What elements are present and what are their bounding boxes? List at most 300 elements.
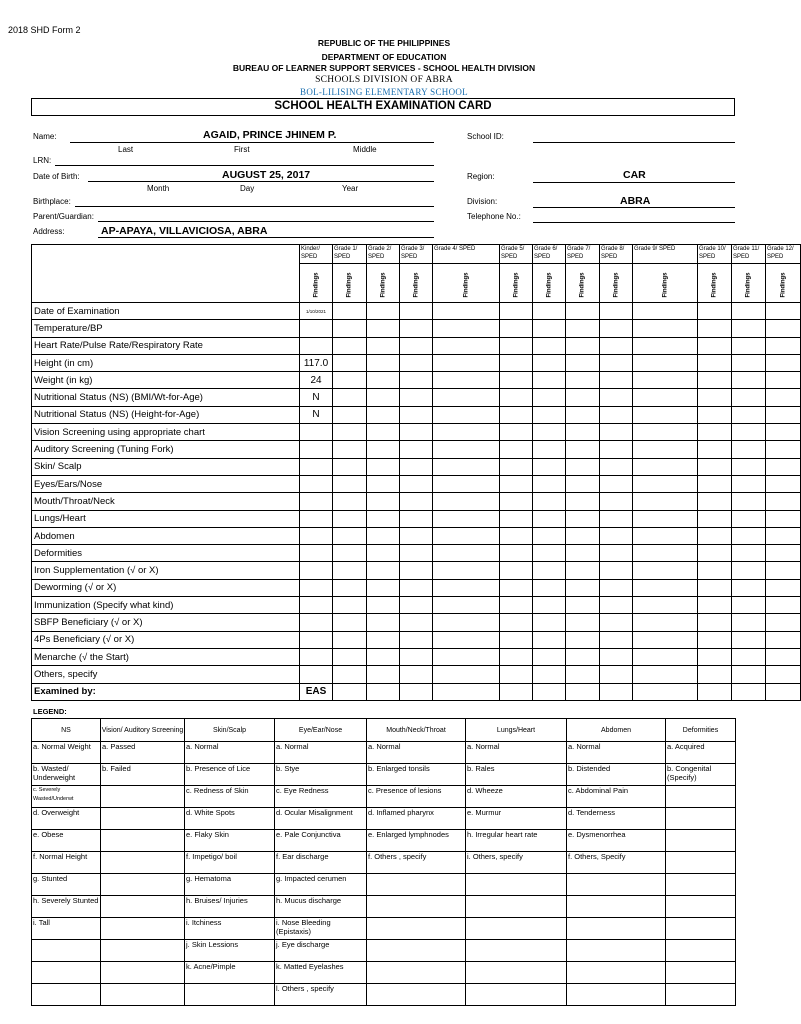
grade-value-cell[interactable] [500, 475, 533, 492]
grade-value-cell[interactable] [333, 527, 367, 544]
grade-value-cell[interactable] [566, 648, 600, 665]
grade-value-cell[interactable] [533, 666, 566, 683]
grade-value-cell[interactable] [400, 510, 433, 527]
grade-value-cell[interactable] [698, 424, 732, 441]
kinder-value[interactable] [300, 648, 333, 665]
kinder-value[interactable] [300, 562, 333, 579]
grade-value-cell[interactable] [766, 441, 801, 458]
kinder-value[interactable]: N [300, 389, 333, 406]
grade-value-cell[interactable] [566, 337, 600, 354]
grade-value-cell[interactable] [367, 424, 400, 441]
grade-value-cell[interactable] [698, 303, 732, 320]
kinder-value[interactable] [300, 631, 333, 648]
grade-value-cell[interactable] [566, 614, 600, 631]
grade-value-cell[interactable] [698, 648, 732, 665]
grade-value-cell[interactable] [500, 527, 533, 544]
grade-value-cell[interactable] [633, 545, 698, 562]
grade-value-cell[interactable] [500, 493, 533, 510]
grade-value-cell[interactable] [633, 666, 698, 683]
grade-value-cell[interactable] [566, 372, 600, 389]
lrn-line[interactable] [55, 165, 434, 166]
grade-value-cell[interactable] [500, 389, 533, 406]
grade-value-cell[interactable] [533, 424, 566, 441]
grade-value-cell[interactable] [698, 562, 732, 579]
grade-value-cell[interactable] [766, 475, 801, 492]
grade-value-cell[interactable] [566, 527, 600, 544]
grade-value-cell[interactable] [533, 493, 566, 510]
grade-value-cell[interactable] [433, 424, 500, 441]
grade-value-cell[interactable] [732, 424, 766, 441]
grade-value-cell[interactable] [698, 389, 732, 406]
grade-value-cell[interactable] [566, 683, 600, 700]
grade-value-cell[interactable] [400, 441, 433, 458]
kinder-value[interactable] [300, 320, 333, 337]
grade-value-cell[interactable] [566, 354, 600, 371]
grade-value-cell[interactable] [566, 320, 600, 337]
grade-value-cell[interactable] [633, 475, 698, 492]
grade-value-cell[interactable] [600, 631, 633, 648]
grade-value-cell[interactable] [633, 389, 698, 406]
grade-value-cell[interactable] [698, 337, 732, 354]
grade-value-cell[interactable] [600, 510, 633, 527]
grade-value-cell[interactable] [500, 320, 533, 337]
grade-value-cell[interactable] [433, 510, 500, 527]
grade-value-cell[interactable] [333, 337, 367, 354]
grade-value-cell[interactable] [732, 458, 766, 475]
grade-value-cell[interactable] [533, 354, 566, 371]
grade-value-cell[interactable] [766, 648, 801, 665]
grade-value-cell[interactable] [433, 372, 500, 389]
grade-value-cell[interactable] [367, 406, 400, 423]
grade-value-cell[interactable] [600, 545, 633, 562]
kinder-value[interactable] [300, 666, 333, 683]
grade-value-cell[interactable] [600, 475, 633, 492]
grade-value-cell[interactable] [333, 631, 367, 648]
grade-value-cell[interactable] [400, 406, 433, 423]
grade-value-cell[interactable] [333, 493, 367, 510]
grade-value-cell[interactable] [766, 389, 801, 406]
grade-value-cell[interactable] [433, 337, 500, 354]
grade-value-cell[interactable] [732, 493, 766, 510]
grade-value-cell[interactable] [433, 303, 500, 320]
grade-value-cell[interactable] [566, 475, 600, 492]
grade-value-cell[interactable] [732, 441, 766, 458]
grade-value-cell[interactable] [400, 666, 433, 683]
grade-value-cell[interactable] [333, 372, 367, 389]
grade-value-cell[interactable] [566, 303, 600, 320]
grade-value-cell[interactable] [766, 597, 801, 614]
grade-value-cell[interactable] [600, 493, 633, 510]
grade-value-cell[interactable] [633, 458, 698, 475]
grade-value-cell[interactable] [533, 372, 566, 389]
grade-value-cell[interactable] [633, 614, 698, 631]
grade-value-cell[interactable] [433, 493, 500, 510]
grade-value-cell[interactable] [698, 666, 732, 683]
grade-value-cell[interactable] [732, 666, 766, 683]
grade-value-cell[interactable] [367, 614, 400, 631]
grade-value-cell[interactable] [566, 631, 600, 648]
grade-value-cell[interactable] [500, 424, 533, 441]
grade-value-cell[interactable] [766, 666, 801, 683]
grade-value-cell[interactable] [600, 441, 633, 458]
grade-value-cell[interactable] [766, 631, 801, 648]
grade-value-cell[interactable] [633, 562, 698, 579]
grade-value-cell[interactable] [333, 683, 367, 700]
grade-value-cell[interactable] [766, 372, 801, 389]
grade-value-cell[interactable] [367, 545, 400, 562]
grade-value-cell[interactable] [766, 527, 801, 544]
grade-value-cell[interactable] [566, 389, 600, 406]
grade-value-cell[interactable] [367, 354, 400, 371]
kinder-value[interactable] [300, 527, 333, 544]
grade-value-cell[interactable] [698, 475, 732, 492]
grade-value-cell[interactable] [566, 666, 600, 683]
kinder-value[interactable] [300, 493, 333, 510]
grade-value-cell[interactable] [633, 579, 698, 596]
grade-value-cell[interactable] [698, 614, 732, 631]
grade-value-cell[interactable] [732, 406, 766, 423]
grade-value-cell[interactable] [600, 354, 633, 371]
grade-value-cell[interactable] [766, 424, 801, 441]
grade-value-cell[interactable] [633, 510, 698, 527]
grade-value-cell[interactable] [500, 666, 533, 683]
kinder-value[interactable] [300, 458, 333, 475]
grade-value-cell[interactable] [566, 597, 600, 614]
grade-value-cell[interactable] [600, 389, 633, 406]
grade-value-cell[interactable] [500, 441, 533, 458]
grade-value-cell[interactable] [533, 303, 566, 320]
grade-value-cell[interactable] [400, 320, 433, 337]
grade-value-cell[interactable] [400, 337, 433, 354]
grade-value-cell[interactable] [698, 631, 732, 648]
grade-value-cell[interactable] [633, 354, 698, 371]
grade-value-cell[interactable] [533, 441, 566, 458]
grade-value-cell[interactable] [400, 545, 433, 562]
grade-value-cell[interactable] [766, 320, 801, 337]
grade-value-cell[interactable] [633, 424, 698, 441]
grade-value-cell[interactable] [533, 614, 566, 631]
grade-value-cell[interactable] [600, 614, 633, 631]
grade-value-cell[interactable] [400, 683, 433, 700]
grade-value-cell[interactable] [333, 424, 367, 441]
grade-value-cell[interactable] [600, 597, 633, 614]
grade-value-cell[interactable] [367, 303, 400, 320]
grade-value-cell[interactable] [400, 562, 433, 579]
grade-value-cell[interactable] [633, 303, 698, 320]
grade-value-cell[interactable] [600, 337, 633, 354]
grade-value-cell[interactable] [633, 597, 698, 614]
school-id-line[interactable] [533, 142, 735, 143]
grade-value-cell[interactable] [400, 493, 433, 510]
kinder-value[interactable] [300, 337, 333, 354]
grade-value-cell[interactable] [600, 424, 633, 441]
grade-value-cell[interactable] [600, 320, 633, 337]
grade-value-cell[interactable] [533, 458, 566, 475]
grade-value-cell[interactable] [500, 545, 533, 562]
grade-value-cell[interactable] [433, 562, 500, 579]
grade-value-cell[interactable] [698, 320, 732, 337]
grade-value-cell[interactable] [433, 389, 500, 406]
grade-value-cell[interactable] [766, 458, 801, 475]
grade-value-cell[interactable] [367, 510, 400, 527]
grade-value-cell[interactable] [433, 320, 500, 337]
grade-value-cell[interactable] [698, 545, 732, 562]
grade-value-cell[interactable] [533, 510, 566, 527]
grade-value-cell[interactable] [400, 424, 433, 441]
grade-value-cell[interactable] [367, 666, 400, 683]
grade-value-cell[interactable] [600, 666, 633, 683]
grade-value-cell[interactable] [600, 683, 633, 700]
grade-value-cell[interactable] [500, 631, 533, 648]
grade-value-cell[interactable] [698, 579, 732, 596]
grade-value-cell[interactable] [367, 458, 400, 475]
grade-value-cell[interactable] [732, 303, 766, 320]
grade-value-cell[interactable] [633, 683, 698, 700]
grade-value-cell[interactable] [732, 683, 766, 700]
grade-value-cell[interactable] [333, 458, 367, 475]
grade-value-cell[interactable] [433, 441, 500, 458]
grade-value-cell[interactable] [566, 424, 600, 441]
grade-value-cell[interactable] [333, 510, 367, 527]
grade-value-cell[interactable] [500, 510, 533, 527]
grade-value-cell[interactable] [433, 631, 500, 648]
grade-value-cell[interactable] [732, 579, 766, 596]
grade-value-cell[interactable] [500, 562, 533, 579]
grade-value-cell[interactable] [333, 354, 367, 371]
grade-value-cell[interactable] [566, 545, 600, 562]
grade-value-cell[interactable] [400, 389, 433, 406]
grade-value-cell[interactable] [600, 303, 633, 320]
grade-value-cell[interactable] [766, 614, 801, 631]
kinder-value[interactable]: EAS [300, 683, 333, 700]
grade-value-cell[interactable] [566, 579, 600, 596]
grade-value-cell[interactable] [367, 597, 400, 614]
grade-value-cell[interactable] [367, 475, 400, 492]
grade-value-cell[interactable] [732, 597, 766, 614]
grade-value-cell[interactable] [433, 475, 500, 492]
grade-value-cell[interactable] [500, 337, 533, 354]
kinder-value[interactable]: 24 [300, 372, 333, 389]
grade-value-cell[interactable] [367, 527, 400, 544]
grade-value-cell[interactable] [533, 527, 566, 544]
grade-value-cell[interactable] [400, 354, 433, 371]
grade-value-cell[interactable] [400, 631, 433, 648]
grade-value-cell[interactable] [766, 337, 801, 354]
kinder-value[interactable] [300, 424, 333, 441]
grade-value-cell[interactable] [732, 614, 766, 631]
kinder-value[interactable] [300, 475, 333, 492]
kinder-value[interactable] [300, 441, 333, 458]
grade-value-cell[interactable] [500, 648, 533, 665]
grade-value-cell[interactable] [433, 527, 500, 544]
birthplace-line[interactable] [75, 206, 434, 207]
grade-value-cell[interactable] [533, 545, 566, 562]
grade-value-cell[interactable] [732, 389, 766, 406]
grade-value-cell[interactable] [333, 320, 367, 337]
grade-value-cell[interactable] [732, 562, 766, 579]
grade-value-cell[interactable] [333, 562, 367, 579]
grade-value-cell[interactable] [367, 389, 400, 406]
grade-value-cell[interactable] [698, 441, 732, 458]
grade-value-cell[interactable] [732, 320, 766, 337]
grade-value-cell[interactable] [333, 614, 367, 631]
grade-value-cell[interactable] [333, 597, 367, 614]
grade-value-cell[interactable] [333, 648, 367, 665]
grade-value-cell[interactable] [698, 493, 732, 510]
grade-value-cell[interactable] [433, 406, 500, 423]
grade-value-cell[interactable] [500, 597, 533, 614]
kinder-value[interactable] [300, 545, 333, 562]
grade-value-cell[interactable] [766, 303, 801, 320]
grade-value-cell[interactable] [633, 337, 698, 354]
grade-value-cell[interactable] [732, 354, 766, 371]
grade-value-cell[interactable] [633, 493, 698, 510]
grade-value-cell[interactable] [333, 406, 367, 423]
grade-value-cell[interactable] [698, 683, 732, 700]
grade-value-cell[interactable] [732, 527, 766, 544]
grade-value-cell[interactable] [566, 406, 600, 423]
grade-value-cell[interactable] [400, 579, 433, 596]
kinder-value[interactable]: N [300, 406, 333, 423]
grade-value-cell[interactable] [533, 648, 566, 665]
parent-line[interactable] [98, 221, 434, 222]
grade-value-cell[interactable] [500, 354, 533, 371]
grade-value-cell[interactable] [533, 389, 566, 406]
grade-value-cell[interactable] [766, 493, 801, 510]
telephone-line[interactable] [533, 222, 735, 223]
grade-value-cell[interactable] [333, 475, 367, 492]
grade-value-cell[interactable] [633, 527, 698, 544]
grade-value-cell[interactable] [533, 475, 566, 492]
grade-value-cell[interactable] [732, 510, 766, 527]
grade-value-cell[interactable] [333, 303, 367, 320]
grade-value-cell[interactable] [400, 372, 433, 389]
grade-value-cell[interactable] [698, 354, 732, 371]
grade-value-cell[interactable] [533, 337, 566, 354]
grade-value-cell[interactable] [433, 354, 500, 371]
grade-value-cell[interactable] [367, 493, 400, 510]
grade-value-cell[interactable] [433, 666, 500, 683]
grade-value-cell[interactable] [732, 372, 766, 389]
grade-value-cell[interactable] [600, 648, 633, 665]
grade-value-cell[interactable] [400, 614, 433, 631]
kinder-value[interactable] [300, 510, 333, 527]
grade-value-cell[interactable] [600, 562, 633, 579]
grade-value-cell[interactable] [367, 337, 400, 354]
grade-value-cell[interactable] [533, 579, 566, 596]
grade-value-cell[interactable] [732, 475, 766, 492]
kinder-value[interactable]: 1/10/2021 [300, 303, 333, 320]
grade-value-cell[interactable] [333, 545, 367, 562]
grade-value-cell[interactable] [566, 458, 600, 475]
grade-value-cell[interactable] [433, 683, 500, 700]
grade-value-cell[interactable] [433, 458, 500, 475]
grade-value-cell[interactable] [433, 648, 500, 665]
grade-value-cell[interactable] [433, 614, 500, 631]
grade-value-cell[interactable] [400, 475, 433, 492]
grade-value-cell[interactable] [533, 597, 566, 614]
grade-value-cell[interactable] [400, 303, 433, 320]
grade-value-cell[interactable] [367, 562, 400, 579]
grade-value-cell[interactable] [633, 406, 698, 423]
grade-value-cell[interactable] [500, 406, 533, 423]
grade-value-cell[interactable] [732, 648, 766, 665]
grade-value-cell[interactable] [633, 441, 698, 458]
grade-value-cell[interactable] [633, 320, 698, 337]
grade-value-cell[interactable] [633, 648, 698, 665]
grade-value-cell[interactable] [566, 493, 600, 510]
grade-value-cell[interactable] [533, 631, 566, 648]
kinder-value[interactable] [300, 597, 333, 614]
grade-value-cell[interactable] [732, 631, 766, 648]
kinder-value[interactable] [300, 614, 333, 631]
grade-value-cell[interactable] [698, 510, 732, 527]
grade-value-cell[interactable] [367, 372, 400, 389]
grade-value-cell[interactable] [400, 597, 433, 614]
grade-value-cell[interactable] [766, 579, 801, 596]
grade-value-cell[interactable] [698, 372, 732, 389]
grade-value-cell[interactable] [400, 648, 433, 665]
grade-value-cell[interactable] [500, 614, 533, 631]
grade-value-cell[interactable] [766, 545, 801, 562]
grade-value-cell[interactable] [433, 579, 500, 596]
grade-value-cell[interactable] [600, 372, 633, 389]
grade-value-cell[interactable] [633, 372, 698, 389]
grade-value-cell[interactable] [566, 510, 600, 527]
grade-value-cell[interactable] [333, 579, 367, 596]
grade-value-cell[interactable] [500, 579, 533, 596]
grade-value-cell[interactable] [400, 527, 433, 544]
grade-value-cell[interactable] [533, 683, 566, 700]
grade-value-cell[interactable] [433, 545, 500, 562]
grade-value-cell[interactable] [333, 389, 367, 406]
grade-value-cell[interactable] [500, 303, 533, 320]
kinder-value[interactable] [300, 579, 333, 596]
grade-value-cell[interactable] [732, 337, 766, 354]
grade-value-cell[interactable] [367, 631, 400, 648]
grade-value-cell[interactable] [766, 354, 801, 371]
kinder-value[interactable]: 117.0 [300, 354, 333, 371]
grade-value-cell[interactable] [698, 406, 732, 423]
grade-value-cell[interactable] [367, 320, 400, 337]
grade-value-cell[interactable] [600, 527, 633, 544]
grade-value-cell[interactable] [633, 631, 698, 648]
grade-value-cell[interactable] [433, 597, 500, 614]
grade-value-cell[interactable] [500, 683, 533, 700]
grade-value-cell[interactable] [766, 683, 801, 700]
grade-value-cell[interactable] [600, 579, 633, 596]
grade-value-cell[interactable] [500, 372, 533, 389]
grade-value-cell[interactable] [766, 406, 801, 423]
grade-value-cell[interactable] [367, 683, 400, 700]
grade-value-cell[interactable] [333, 666, 367, 683]
grade-value-cell[interactable] [698, 527, 732, 544]
grade-value-cell[interactable] [333, 441, 367, 458]
grade-value-cell[interactable] [698, 458, 732, 475]
grade-value-cell[interactable] [566, 441, 600, 458]
grade-value-cell[interactable] [533, 562, 566, 579]
grade-value-cell[interactable] [533, 406, 566, 423]
grade-value-cell[interactable] [400, 458, 433, 475]
grade-value-cell[interactable] [766, 510, 801, 527]
grade-value-cell[interactable] [600, 458, 633, 475]
grade-value-cell[interactable] [533, 320, 566, 337]
grade-value-cell[interactable] [600, 406, 633, 423]
grade-value-cell[interactable] [732, 545, 766, 562]
grade-value-cell[interactable] [698, 597, 732, 614]
grade-value-cell[interactable] [566, 562, 600, 579]
grade-value-cell[interactable] [367, 441, 400, 458]
